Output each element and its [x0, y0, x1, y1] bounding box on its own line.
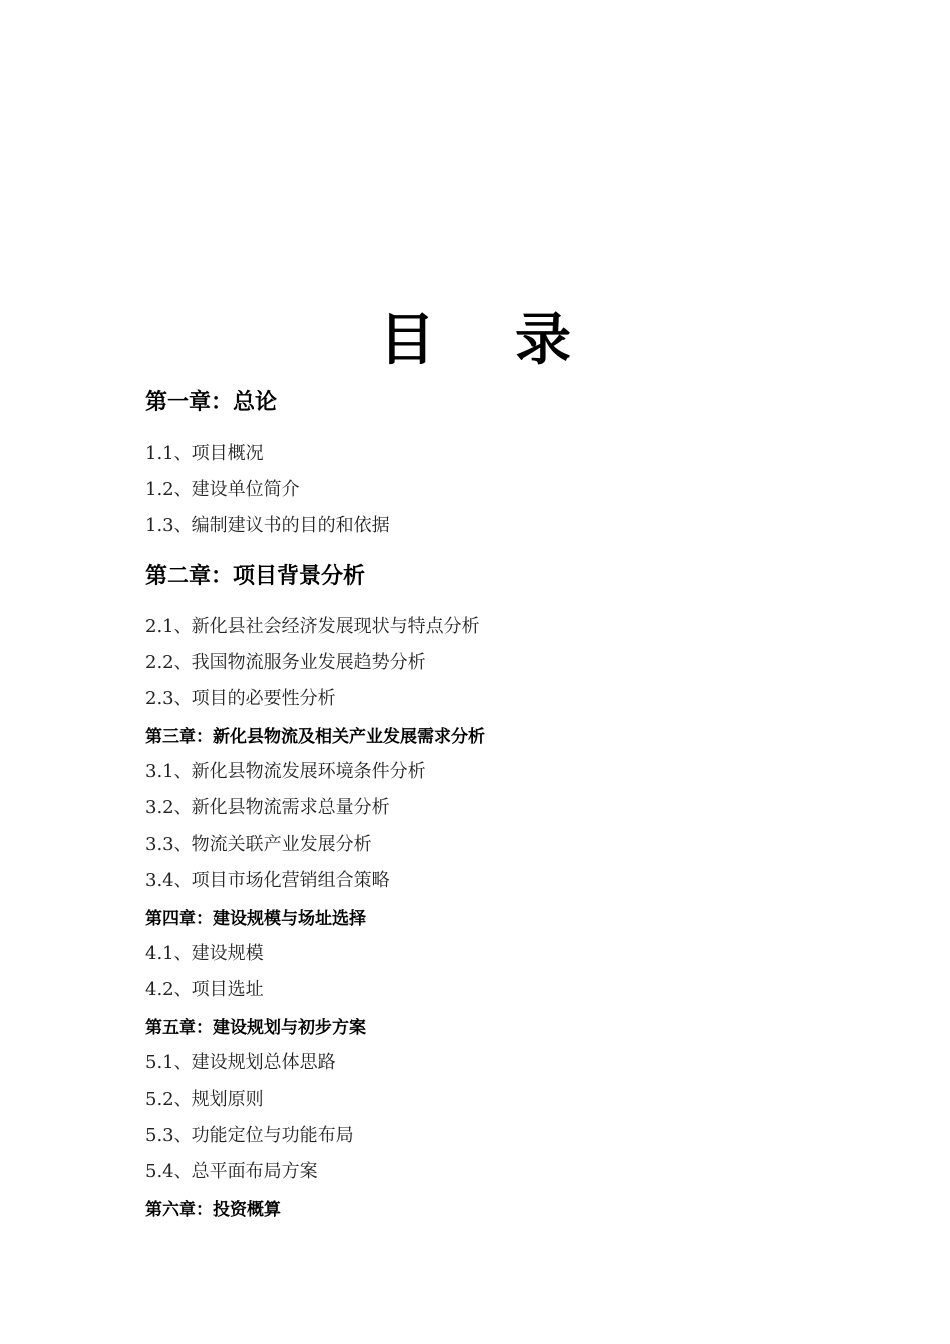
toc-section-4-1: 4.1、建设规模	[145, 943, 264, 964]
toc-section-1-1: 1.1、项目概况	[145, 443, 264, 464]
toc-chapter-4: 第四章：建设规模与场址选择	[145, 909, 366, 929]
toc-chapter-6: 第六章：投资概算	[145, 1200, 281, 1220]
toc-section-2-3: 2.3、项目的必要性分析	[145, 688, 336, 709]
toc-chapter-2: 第二章：项目背景分析	[145, 564, 366, 589]
toc-section-3-3: 3.3、物流关联产业发展分析	[145, 834, 372, 855]
toc-section-1-2: 1.2、建设单位简介	[145, 479, 300, 500]
toc-section-5-4: 5.4、总平面布局方案	[145, 1161, 318, 1182]
toc-section-3-4: 3.4、项目市场化营销组合策略	[145, 870, 390, 891]
toc-section-2-2: 2.2、我国物流服务业发展趋势分析	[145, 652, 426, 673]
toc-chapter-1: 第一章：总论	[145, 390, 278, 415]
toc-chapter-5: 第五章：建设规划与初步方案	[145, 1018, 366, 1038]
toc-section-2-1: 2.1、新化县社会经济发展现状与特点分析	[145, 616, 480, 637]
toc-title-char-2: 录	[515, 307, 571, 373]
toc-section-5-2: 5.2、规划原则	[145, 1089, 264, 1110]
toc-title	[0, 300, 950, 380]
toc-title-char-1: 目	[379, 307, 435, 373]
toc-section-3-2: 3.2、新化县物流需求总量分析	[145, 797, 390, 818]
toc-chapter-3: 第三章：新化县物流及相关产业发展需求分析	[145, 727, 485, 747]
toc-section-5-3: 5.3、功能定位与功能布局	[145, 1125, 354, 1146]
toc-section-4-2: 4.2、项目选址	[145, 979, 264, 1000]
toc-section-5-1: 5.1、建设规划总体思路	[145, 1052, 336, 1073]
toc-section-1-3: 1.3、编制建议书的目的和依据	[145, 515, 390, 536]
toc-section-3-1: 3.1、新化县物流发展环境条件分析	[145, 761, 426, 782]
